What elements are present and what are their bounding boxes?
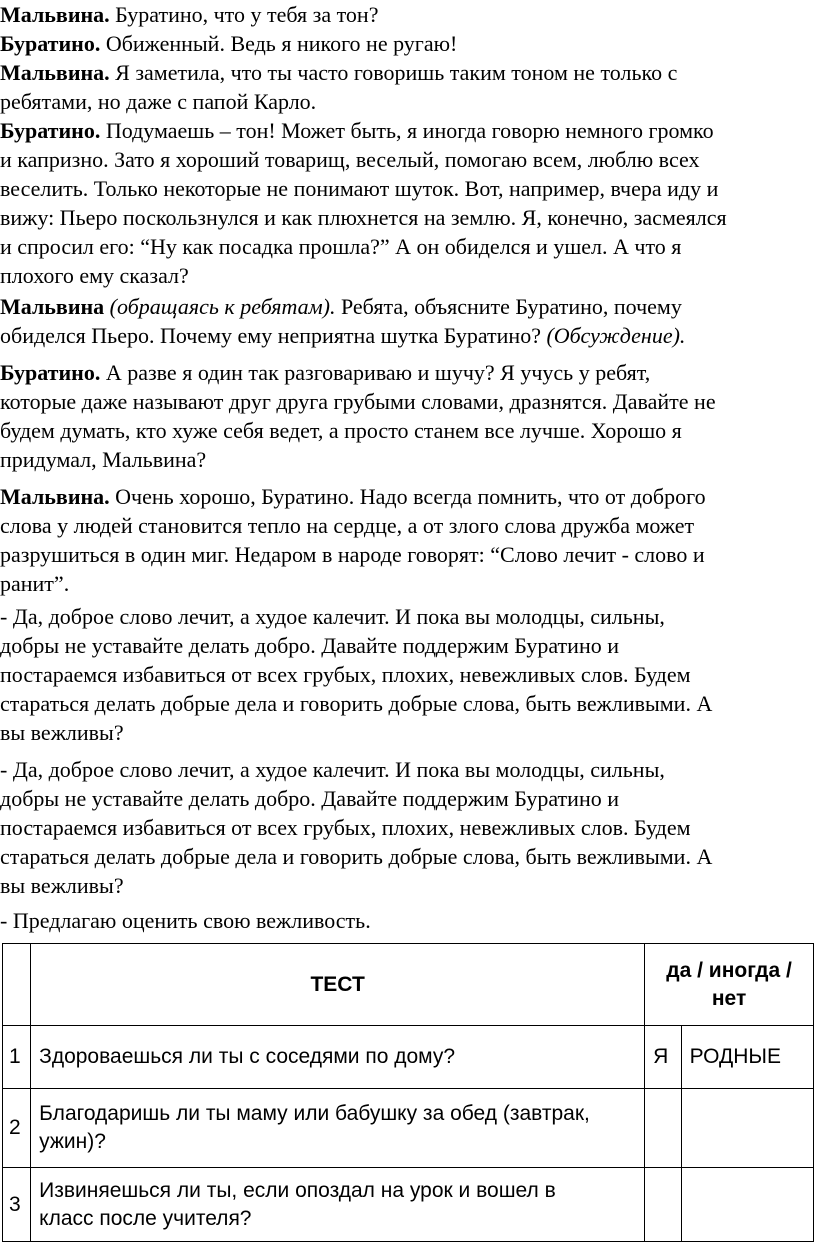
question-line: ужин)?: [39, 1130, 106, 1153]
line-text: слова у людей становится тепло на сердце, а от злого слова дружба может: [0, 513, 695, 538]
dialogue-block-1: [0, 0, 816, 290]
line-text: - Да, доброе слово лечит, а худое калечит. И пока вы молодцы, сильны,: [0, 757, 665, 782]
line-text: добры не уставайте делать добро. Давайте поддержим Буратино и: [0, 786, 619, 811]
line-text: веселить. Только некоторые не понимают шуток. Вот, например, вчера иду и: [0, 176, 719, 201]
line-text: Я заметила, что ты часто говоришь таким тоном не только с: [109, 60, 678, 85]
table-row: [3, 1026, 814, 1089]
question-line: Благодаришь ли ты маму или бабушку за обед (завтрак,: [39, 1102, 590, 1125]
answer-cell[interactable]: [681, 1168, 813, 1242]
line-text: будем думать, кто хуже себя ведет, а просто станем все лучше. Хорошо я: [0, 418, 682, 443]
dialogue-line: [0, 416, 816, 445]
dialogue-line: [0, 145, 816, 174]
line-text: добры не уставайте делать добро. Давайте поддержим Буратино и: [0, 633, 619, 658]
line-text: ребятами, но даже с папой Карло.: [0, 89, 317, 114]
line-text: которые даже называют друг друга грубыми словами, дразнятся. Давайте не: [0, 389, 716, 414]
row-number: 2: [3, 1089, 31, 1168]
speaker-name: Мальвина.: [0, 2, 110, 27]
line-text: А разве я один так разговариваю и шучу? Я учусь у ребят,: [100, 360, 651, 385]
dialogue-line: [0, 540, 816, 569]
dialogue-line: [0, 116, 816, 145]
dialogue-line: [0, 321, 816, 350]
line-text: разрушиться в один миг. Недаром в народе говорят: “Слово лечит - слово и: [0, 542, 705, 567]
dialogue-line: [0, 0, 816, 29]
politeness-test-table: [2, 943, 814, 1242]
dialogue-line: [0, 631, 816, 660]
line-text: - Предлагаю оценить свою вежливость.: [0, 908, 371, 933]
dialogue-line: [0, 445, 816, 474]
question-cell: [31, 1089, 645, 1168]
dialogue-line: [0, 784, 816, 813]
question-line: Извиняешься ли ты, если опоздал на урок и вошел в: [39, 1178, 556, 1202]
line-text: - Да, доброе слово лечит, а худое калечит. И пока вы молодцы, сильны,: [0, 604, 665, 629]
line-text: Буратино, что у тебя за тон?: [109, 2, 379, 27]
speaker-name: Мальвина.: [0, 60, 110, 85]
answer-cell[interactable]: [645, 1089, 681, 1168]
line-text: стараться делать добрые дела и говорить добрые слова, быть вежливыми. А: [0, 844, 713, 869]
stage-direction: (обращаясь к ребятам).: [104, 294, 336, 319]
dialogue-block-3: [0, 358, 816, 474]
stage-direction: (Обсуждение).: [546, 323, 686, 348]
dialogue-line: [0, 292, 816, 321]
question-line: класс после учителя?: [39, 1206, 252, 1230]
header-answer-cell: [645, 944, 814, 1026]
line-text: постараемся избавиться от всех грубых, плохих, невежливых слов. Будем: [0, 662, 691, 687]
dialogue-line: [0, 689, 816, 718]
dialogue-line: [0, 718, 816, 747]
dialogue-line: [0, 387, 816, 416]
header-answer-line: нет: [711, 986, 747, 1010]
speaker-name: Буратино.: [0, 31, 101, 56]
dialogue-line: [0, 261, 816, 290]
header-answer-line: да / иногда /: [666, 958, 792, 982]
header-title: ТЕСТ: [310, 972, 365, 996]
dialogue-line: [0, 660, 816, 689]
line-text: постараемся избавиться от всех грубых, плохих, невежливых слов. Будем: [0, 815, 691, 840]
speaker-name: Буратино.: [0, 118, 101, 143]
row-number: 3: [3, 1168, 31, 1242]
question-cell: [31, 1168, 645, 1242]
dialogue-line: [0, 569, 816, 598]
header-title-cell: [31, 944, 645, 1026]
dialogue-line: [0, 58, 816, 87]
line-text: плохого ему сказал?: [0, 263, 189, 288]
dialogue-line: [0, 511, 816, 540]
table-row: [3, 1089, 814, 1168]
line-text: и спросил его: “Ну как посадка прошла?” А он обиделся и ушел. А что я: [0, 234, 682, 259]
dialogue-line: [0, 203, 816, 232]
row-number: 1: [3, 1026, 31, 1089]
table-row: [3, 1168, 814, 1242]
dialogue-line: [0, 842, 816, 871]
speaker-name: Мальвина.: [0, 484, 110, 509]
line-text: Подумаешь – тон! Может быть, я иногда говорю немного громко: [100, 118, 714, 143]
dialogue-block-7: [0, 906, 816, 935]
line-text: обиделся Пьеро. Почему ему неприятна шутка Буратино?: [0, 323, 547, 348]
line-text: Очень хорошо, Буратино. Надо всегда помнить, что от доброго: [109, 484, 706, 509]
line-text: стараться делать добрые дела и говорить добрые слова, быть вежливыми. А: [0, 691, 713, 716]
answer-cell[interactable]: [645, 1168, 681, 1242]
question-line: Здороваешься ли ты с соседями по дому?: [39, 1045, 456, 1068]
answer-cell[interactable]: [681, 1089, 813, 1168]
dialogue-line: [0, 871, 816, 900]
dialogue-line: [0, 755, 816, 784]
line-text: и капризно. Зато я хороший товарищ, веселый, помогаю всем, люблю всех: [0, 147, 700, 172]
dialogue-line: [0, 602, 816, 631]
dialogue-line: [0, 358, 816, 387]
speaker-name: Буратино.: [0, 360, 101, 385]
dialogue-line: [0, 87, 816, 116]
line-text: вижу: Пьеро поскользнулся и как плюхнется на землю. Я, конечно, засмеялся: [0, 205, 727, 230]
line-text: вы вежливы?: [0, 873, 124, 898]
dialogue-line: [0, 906, 816, 935]
answer-cell[interactable]: Я: [645, 1026, 681, 1089]
question-cell: [31, 1026, 645, 1089]
dialogue-block-4: [0, 482, 816, 598]
line-text: Ребята, объясните Буратино, почему: [335, 294, 682, 319]
table-header-row: [3, 944, 814, 1026]
line-text: придумал, Мальвина?: [0, 447, 207, 472]
answer-cell[interactable]: РОДНЫЕ: [681, 1026, 813, 1089]
dialogue-line: [0, 813, 816, 842]
speaker-name: Мальвина: [0, 294, 105, 319]
dialogue-block-5: [0, 602, 816, 747]
dialogue-line: [0, 482, 816, 511]
header-num-cell: [3, 944, 31, 1026]
dialogue-line: [0, 232, 816, 261]
line-text: Обиженный. Ведь я никого не ругаю!: [100, 31, 458, 56]
dialogue-block-2: [0, 292, 816, 350]
line-text: ранит”.: [0, 571, 70, 596]
dialogue-block-6: [0, 755, 816, 900]
line-text: вы вежливы?: [0, 720, 124, 745]
dialogue-line: [0, 174, 816, 203]
dialogue-line: [0, 29, 816, 58]
